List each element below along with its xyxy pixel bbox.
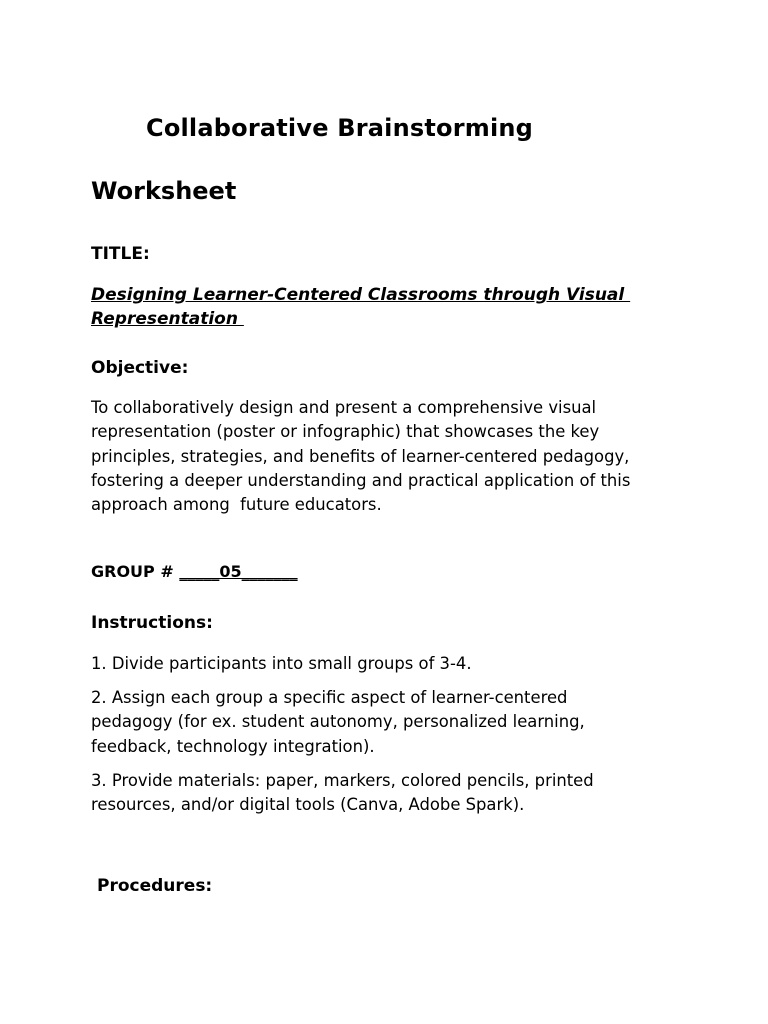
lesson-title: Designing Learner-Centered Classrooms through Visual Representation bbox=[91, 285, 625, 329]
instruction-item-1: 1. Divide participants into small groups of 3-4. bbox=[91, 654, 472, 673]
group-label: GROUP # bbox=[91, 562, 180, 581]
page-title-continuation: Worksheet bbox=[91, 177, 237, 205]
instructions-heading: Instructions: bbox=[91, 613, 213, 633]
procedures-heading: Procedures: bbox=[97, 876, 213, 896]
group-number-value: _____05_______ bbox=[179, 562, 298, 581]
objective-paragraph: To collaboratively design and present a comprehensive visual representation (poster or infographic) that showcases the key principles, strategies, and benefits of learner-centered pedagogy, fostering a deeper understanding and practical application of this approach among future educators. bbox=[91, 398, 631, 515]
instruction-item-2: 2. Assign each group a specific aspect of learner-centered pedagogy (for ex. student autonomy, personalized learning, feedback, technology integration). bbox=[91, 688, 585, 756]
instruction-item-3: 3. Provide materials: paper, markers, colored pencils, printed resources, and/or digital tools (Canva, Adobe Spark). bbox=[91, 771, 594, 815]
page-title: Collaborative Brainstorming bbox=[146, 114, 534, 142]
group-number-line bbox=[91, 562, 298, 581]
objective-heading: Objective: bbox=[91, 358, 189, 378]
title-label: TITLE: bbox=[91, 244, 150, 264]
